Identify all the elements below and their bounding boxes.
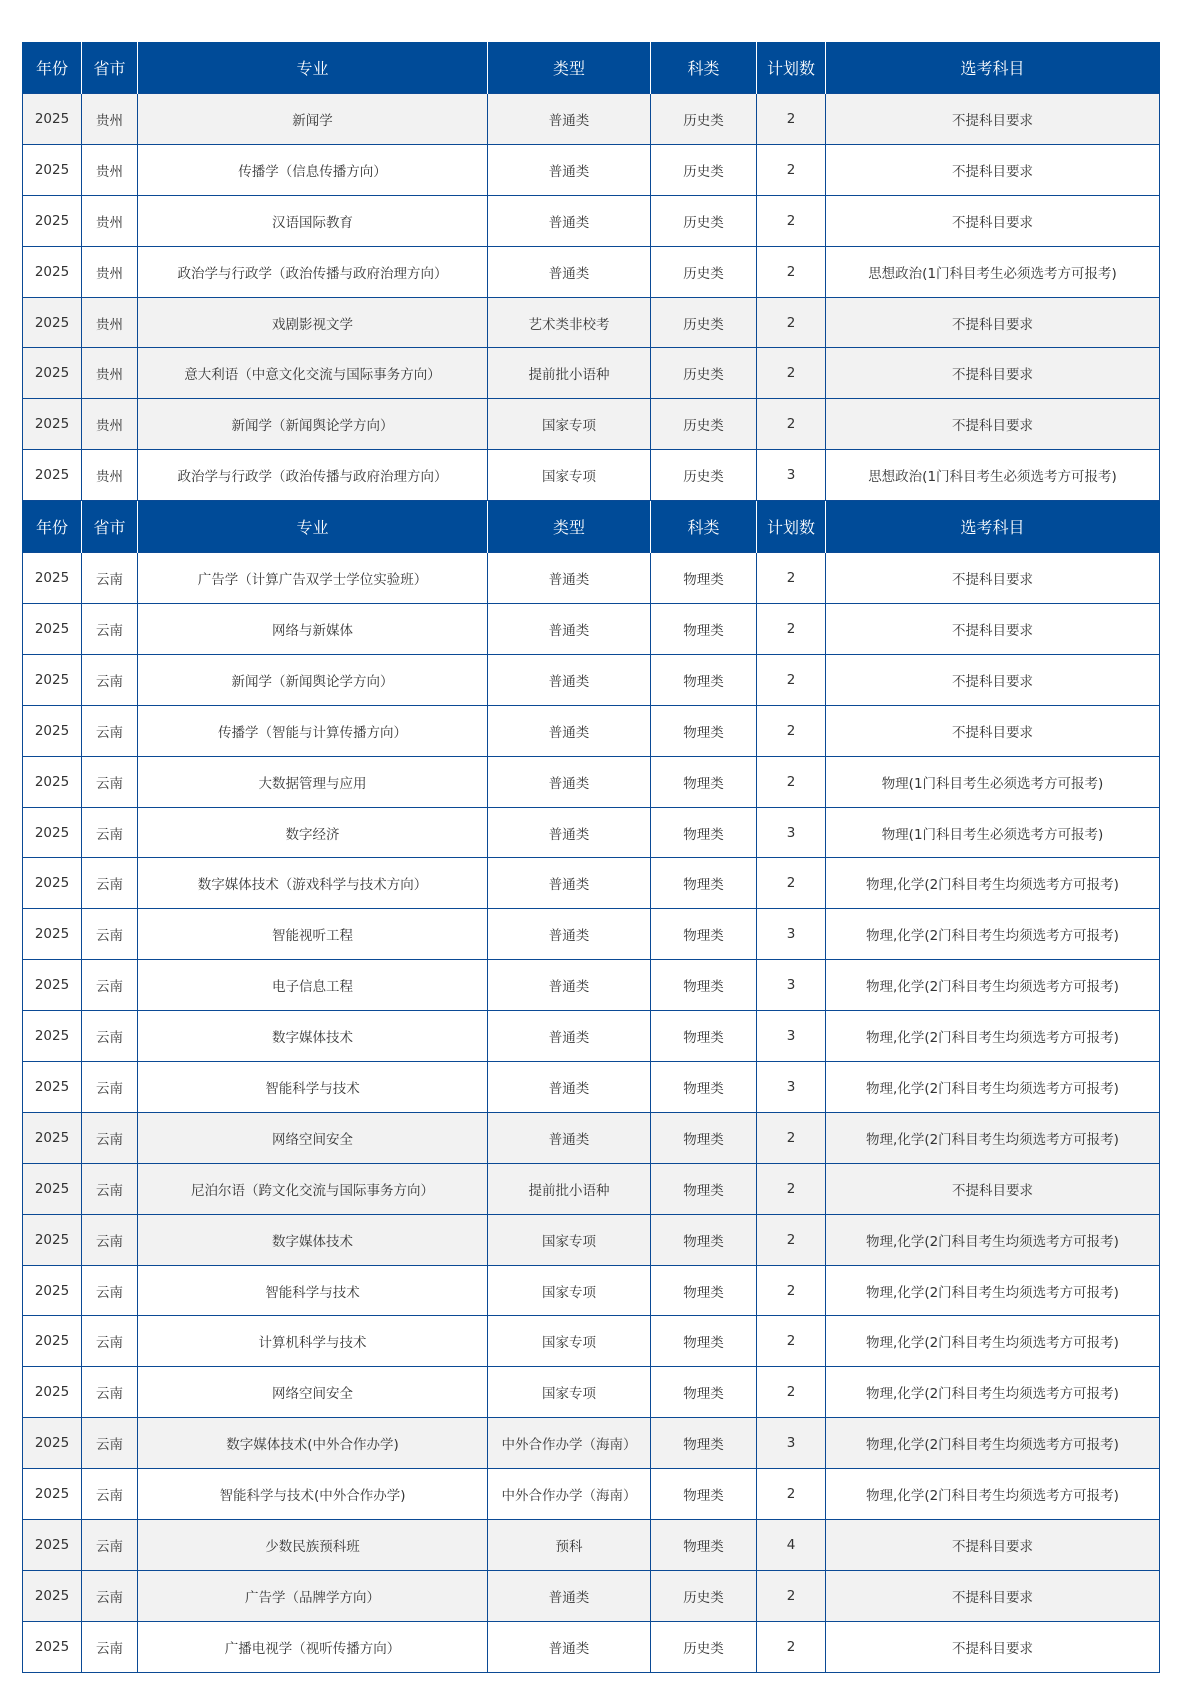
category-cell: 历史类 (651, 348, 757, 399)
major-cell: 广播电视学（视听传播方向） (138, 1621, 488, 1672)
major-cell: 政治学与行政学（政治传播与政府治理方向） (138, 246, 488, 297)
type-cell: 普通类 (488, 756, 651, 807)
type-cell: 预科 (488, 1520, 651, 1571)
province-cell: 贵州 (82, 399, 138, 450)
plan-count-cell: 2 (757, 654, 826, 705)
province-cell: 云南 (82, 960, 138, 1011)
category-cell: 物理类 (651, 604, 757, 655)
required-subjects-cell: 物理,化学(2门科目考生均须选考方可报考) (826, 1418, 1160, 1469)
table-row (23, 858, 1160, 909)
table-row (23, 144, 1160, 195)
major-cell: 传播学（智能与计算传播方向） (138, 705, 488, 756)
type-cell: 艺术类非校考 (488, 297, 651, 348)
province-cell: 云南 (82, 1520, 138, 1571)
major-cell: 新闻学（新闻舆论学方向） (138, 399, 488, 450)
category-cell: 物理类 (651, 1265, 757, 1316)
category-cell: 物理类 (651, 705, 757, 756)
province-cell: 云南 (82, 1112, 138, 1163)
admission-plan-table-container (22, 42, 1159, 1673)
category-cell: 历史类 (651, 94, 757, 145)
plan-count-cell: 2 (757, 1214, 826, 1265)
category-cell: 历史类 (651, 399, 757, 450)
category-header: 科类 (651, 42, 757, 94)
year-cell: 2025 (23, 1520, 82, 1571)
required-subjects-cell: 物理,化学(2门科目考生均须选考方可报考) (826, 1062, 1160, 1113)
year-cell: 2025 (23, 858, 82, 909)
category-cell: 物理类 (651, 1367, 757, 1418)
type-cell: 普通类 (488, 1011, 651, 1062)
major-cell: 大数据管理与应用 (138, 756, 488, 807)
plan-count-cell: 3 (757, 1062, 826, 1113)
year-cell: 2025 (23, 1418, 82, 1469)
type-cell: 国家专项 (488, 1214, 651, 1265)
required-subjects-cell: 物理,化学(2门科目考生均须选考方可报考) (826, 1011, 1160, 1062)
table-row (23, 909, 1160, 960)
category-cell: 物理类 (651, 1163, 757, 1214)
required-subjects-cell: 不提科目要求 (826, 195, 1160, 246)
category-header: 科类 (651, 501, 757, 553)
year-cell: 2025 (23, 705, 82, 756)
plan-count-header: 计划数 (757, 501, 826, 553)
type-cell: 普通类 (488, 246, 651, 297)
province-cell: 云南 (82, 1621, 138, 1672)
type-cell: 普通类 (488, 858, 651, 909)
major-cell: 网络与新媒体 (138, 604, 488, 655)
table-row (23, 1418, 1160, 1469)
table-body (23, 42, 1160, 1672)
province-cell: 云南 (82, 807, 138, 858)
plan-count-cell: 3 (757, 807, 826, 858)
category-cell: 物理类 (651, 553, 757, 604)
major-cell: 传播学（信息传播方向） (138, 144, 488, 195)
year-header: 年份 (23, 42, 82, 94)
category-cell: 历史类 (651, 246, 757, 297)
major-cell: 数字媒体技术 (138, 1011, 488, 1062)
required-subjects-cell: 物理,化学(2门科目考生均须选考方可报考) (826, 1316, 1160, 1367)
major-cell: 数字媒体技术（游戏科学与技术方向） (138, 858, 488, 909)
table-row (23, 1621, 1160, 1672)
category-cell: 历史类 (651, 144, 757, 195)
year-cell: 2025 (23, 399, 82, 450)
required-subjects-cell: 物理,化学(2门科目考生均须选考方可报考) (826, 1265, 1160, 1316)
plan-count-cell: 2 (757, 195, 826, 246)
province-cell: 云南 (82, 1316, 138, 1367)
required-subjects-cell: 物理,化学(2门科目考生均须选考方可报考) (826, 1112, 1160, 1163)
table-row (23, 553, 1160, 604)
type-cell: 普通类 (488, 94, 651, 145)
plan-count-cell: 2 (757, 1621, 826, 1672)
province-cell: 贵州 (82, 450, 138, 501)
plan-count-cell: 2 (757, 144, 826, 195)
province-cell: 云南 (82, 705, 138, 756)
table-row (23, 195, 1160, 246)
year-cell: 2025 (23, 1469, 82, 1520)
required-subjects-cell: 不提科目要求 (826, 705, 1160, 756)
category-cell: 物理类 (651, 1316, 757, 1367)
province-cell: 云南 (82, 1570, 138, 1621)
year-cell: 2025 (23, 1265, 82, 1316)
required-subjects-cell: 不提科目要求 (826, 1621, 1160, 1672)
year-cell: 2025 (23, 144, 82, 195)
major-header: 专业 (138, 501, 488, 553)
major-cell: 数字经济 (138, 807, 488, 858)
type-cell: 中外合作办学（海南） (488, 1469, 651, 1520)
year-cell: 2025 (23, 94, 82, 145)
category-cell: 历史类 (651, 450, 757, 501)
admission-plan-table (22, 42, 1160, 1673)
province-cell: 云南 (82, 1265, 138, 1316)
major-cell: 计算机科学与技术 (138, 1316, 488, 1367)
major-cell: 智能科学与技术 (138, 1265, 488, 1316)
category-cell: 物理类 (651, 1062, 757, 1113)
province-cell: 贵州 (82, 144, 138, 195)
province-cell: 云南 (82, 1062, 138, 1113)
year-cell: 2025 (23, 756, 82, 807)
province-cell: 云南 (82, 1163, 138, 1214)
plan-count-cell: 2 (757, 1316, 826, 1367)
year-cell: 2025 (23, 960, 82, 1011)
type-cell: 普通类 (488, 604, 651, 655)
type-cell: 普通类 (488, 1621, 651, 1672)
province-cell: 贵州 (82, 348, 138, 399)
type-header: 类型 (488, 42, 651, 94)
category-cell: 历史类 (651, 1570, 757, 1621)
type-cell: 提前批小语种 (488, 348, 651, 399)
required-subjects-cell: 物理(1门科目考生必须选考方可报考) (826, 756, 1160, 807)
plan-count-cell: 2 (757, 297, 826, 348)
year-cell: 2025 (23, 348, 82, 399)
major-cell: 智能科学与技术 (138, 1062, 488, 1113)
table-row (23, 348, 1160, 399)
table-row (23, 960, 1160, 1011)
required-subjects-cell: 不提科目要求 (826, 1520, 1160, 1571)
plan-count-cell: 3 (757, 1011, 826, 1062)
type-cell: 中外合作办学（海南） (488, 1418, 651, 1469)
category-cell: 物理类 (651, 1520, 757, 1571)
type-cell: 国家专项 (488, 450, 651, 501)
plan-count-cell: 2 (757, 246, 826, 297)
plan-count-cell: 2 (757, 1163, 826, 1214)
category-cell: 历史类 (651, 195, 757, 246)
table-row (23, 450, 1160, 501)
plan-count-cell: 4 (757, 1520, 826, 1571)
table-row (23, 246, 1160, 297)
plan-count-cell: 2 (757, 756, 826, 807)
year-cell: 2025 (23, 1621, 82, 1672)
year-cell: 2025 (23, 909, 82, 960)
province-cell: 贵州 (82, 94, 138, 145)
major-cell: 意大利语（中意文化交流与国际事务方向） (138, 348, 488, 399)
plan-count-cell: 2 (757, 553, 826, 604)
major-cell: 数字媒体技术(中外合作办学) (138, 1418, 488, 1469)
major-cell: 新闻学 (138, 94, 488, 145)
major-cell: 广告学（计算广告双学士学位实验班） (138, 553, 488, 604)
category-cell: 物理类 (651, 756, 757, 807)
required-subjects-cell: 物理,化学(2门科目考生均须选考方可报考) (826, 1469, 1160, 1520)
required-subjects-cell: 不提科目要求 (826, 297, 1160, 348)
province-cell: 云南 (82, 604, 138, 655)
category-cell: 物理类 (651, 909, 757, 960)
year-cell: 2025 (23, 807, 82, 858)
province-cell: 云南 (82, 553, 138, 604)
category-cell: 历史类 (651, 1621, 757, 1672)
plan-count-cell: 2 (757, 1367, 826, 1418)
year-header: 年份 (23, 501, 82, 553)
table-row (23, 1316, 1160, 1367)
major-cell: 汉语国际教育 (138, 195, 488, 246)
major-cell: 数字媒体技术 (138, 1214, 488, 1265)
major-cell: 智能科学与技术(中外合作办学) (138, 1469, 488, 1520)
plan-count-cell: 2 (757, 94, 826, 145)
year-cell: 2025 (23, 1011, 82, 1062)
province-cell: 云南 (82, 858, 138, 909)
category-cell: 物理类 (651, 807, 757, 858)
table-row (23, 1062, 1160, 1113)
table-row (23, 1265, 1160, 1316)
province-cell: 云南 (82, 756, 138, 807)
category-cell: 物理类 (651, 1418, 757, 1469)
category-cell: 物理类 (651, 1011, 757, 1062)
required-subjects-cell: 不提科目要求 (826, 94, 1160, 145)
plan-count-header: 计划数 (757, 42, 826, 94)
required-subjects-cell: 不提科目要求 (826, 1570, 1160, 1621)
header-row (23, 42, 1160, 94)
type-cell: 普通类 (488, 1570, 651, 1621)
plan-count-cell: 3 (757, 450, 826, 501)
required-subjects-header: 选考科目 (826, 501, 1160, 553)
table-row (23, 399, 1160, 450)
type-cell: 普通类 (488, 553, 651, 604)
category-cell: 历史类 (651, 297, 757, 348)
plan-count-cell: 2 (757, 1112, 826, 1163)
province-cell: 云南 (82, 1367, 138, 1418)
table-row (23, 654, 1160, 705)
category-cell: 物理类 (651, 1214, 757, 1265)
major-cell: 广告学（品牌学方向） (138, 1570, 488, 1621)
required-subjects-cell: 不提科目要求 (826, 654, 1160, 705)
table-row (23, 1520, 1160, 1571)
table-row (23, 1163, 1160, 1214)
year-cell: 2025 (23, 297, 82, 348)
year-cell: 2025 (23, 1316, 82, 1367)
province-cell: 贵州 (82, 195, 138, 246)
required-subjects-cell: 物理,化学(2门科目考生均须选考方可报考) (826, 960, 1160, 1011)
table-row (23, 756, 1160, 807)
category-cell: 物理类 (651, 858, 757, 909)
year-cell: 2025 (23, 246, 82, 297)
required-subjects-cell: 物理,化学(2门科目考生均须选考方可报考) (826, 909, 1160, 960)
type-cell: 国家专项 (488, 1367, 651, 1418)
header-row (23, 501, 1160, 553)
table-row (23, 1570, 1160, 1621)
plan-count-cell: 2 (757, 705, 826, 756)
province-header: 省市 (82, 42, 138, 94)
type-cell: 普通类 (488, 654, 651, 705)
major-cell: 网络空间安全 (138, 1112, 488, 1163)
year-cell: 2025 (23, 654, 82, 705)
type-cell: 国家专项 (488, 1316, 651, 1367)
major-cell: 尼泊尔语（跨文化交流与国际事务方向） (138, 1163, 488, 1214)
major-cell: 政治学与行政学（政治传播与政府治理方向） (138, 450, 488, 501)
type-cell: 普通类 (488, 807, 651, 858)
year-cell: 2025 (23, 1214, 82, 1265)
required-subjects-cell: 不提科目要求 (826, 1163, 1160, 1214)
table-row (23, 1214, 1160, 1265)
plan-count-cell: 2 (757, 604, 826, 655)
required-subjects-cell: 不提科目要求 (826, 144, 1160, 195)
table-row (23, 705, 1160, 756)
year-cell: 2025 (23, 1570, 82, 1621)
year-cell: 2025 (23, 604, 82, 655)
plan-count-cell: 2 (757, 348, 826, 399)
province-header: 省市 (82, 501, 138, 553)
year-cell: 2025 (23, 1112, 82, 1163)
province-cell: 云南 (82, 1418, 138, 1469)
table-row (23, 604, 1160, 655)
province-cell: 云南 (82, 909, 138, 960)
type-cell: 普通类 (488, 960, 651, 1011)
year-cell: 2025 (23, 1062, 82, 1113)
category-cell: 物理类 (651, 654, 757, 705)
table-row (23, 94, 1160, 145)
table-row (23, 297, 1160, 348)
table-row (23, 807, 1160, 858)
year-cell: 2025 (23, 1163, 82, 1214)
category-cell: 物理类 (651, 960, 757, 1011)
province-cell: 云南 (82, 1011, 138, 1062)
table-row (23, 1469, 1160, 1520)
year-cell: 2025 (23, 1367, 82, 1418)
major-cell: 电子信息工程 (138, 960, 488, 1011)
table-row (23, 1112, 1160, 1163)
type-cell: 普通类 (488, 1062, 651, 1113)
major-cell: 智能视听工程 (138, 909, 488, 960)
type-cell: 国家专项 (488, 1265, 651, 1316)
required-subjects-cell: 不提科目要求 (826, 348, 1160, 399)
plan-count-cell: 3 (757, 960, 826, 1011)
required-subjects-cell: 物理,化学(2门科目考生均须选考方可报考) (826, 1367, 1160, 1418)
table-row (23, 1367, 1160, 1418)
required-subjects-cell: 思想政治(1门科目考生必须选考方可报考) (826, 450, 1160, 501)
major-cell: 少数民族预科班 (138, 1520, 488, 1571)
type-cell: 提前批小语种 (488, 1163, 651, 1214)
province-cell: 云南 (82, 1214, 138, 1265)
table-row (23, 1011, 1160, 1062)
type-cell: 普通类 (488, 1112, 651, 1163)
type-cell: 国家专项 (488, 399, 651, 450)
plan-count-cell: 2 (757, 399, 826, 450)
required-subjects-cell: 不提科目要求 (826, 553, 1160, 604)
major-cell: 新闻学（新闻舆论学方向） (138, 654, 488, 705)
major-cell: 戏剧影视文学 (138, 297, 488, 348)
category-cell: 物理类 (651, 1469, 757, 1520)
required-subjects-cell: 思想政治(1门科目考生必须选考方可报考) (826, 246, 1160, 297)
required-subjects-cell: 物理,化学(2门科目考生均须选考方可报考) (826, 858, 1160, 909)
plan-count-cell: 2 (757, 1265, 826, 1316)
type-cell: 普通类 (488, 705, 651, 756)
type-header: 类型 (488, 501, 651, 553)
type-cell: 普通类 (488, 144, 651, 195)
province-cell: 贵州 (82, 297, 138, 348)
year-cell: 2025 (23, 450, 82, 501)
province-cell: 贵州 (82, 246, 138, 297)
required-subjects-cell: 不提科目要求 (826, 604, 1160, 655)
required-subjects-header: 选考科目 (826, 42, 1160, 94)
category-cell: 物理类 (651, 1112, 757, 1163)
province-cell: 云南 (82, 654, 138, 705)
type-cell: 普通类 (488, 195, 651, 246)
plan-count-cell: 3 (757, 1418, 826, 1469)
required-subjects-cell: 物理(1门科目考生必须选考方可报考) (826, 807, 1160, 858)
plan-count-cell: 3 (757, 909, 826, 960)
required-subjects-cell: 物理,化学(2门科目考生均须选考方可报考) (826, 1214, 1160, 1265)
type-cell: 普通类 (488, 909, 651, 960)
major-cell: 网络空间安全 (138, 1367, 488, 1418)
plan-count-cell: 2 (757, 1570, 826, 1621)
required-subjects-cell: 不提科目要求 (826, 399, 1160, 450)
plan-count-cell: 2 (757, 1469, 826, 1520)
year-cell: 2025 (23, 195, 82, 246)
year-cell: 2025 (23, 553, 82, 604)
province-cell: 云南 (82, 1469, 138, 1520)
plan-count-cell: 2 (757, 858, 826, 909)
major-header: 专业 (138, 42, 488, 94)
